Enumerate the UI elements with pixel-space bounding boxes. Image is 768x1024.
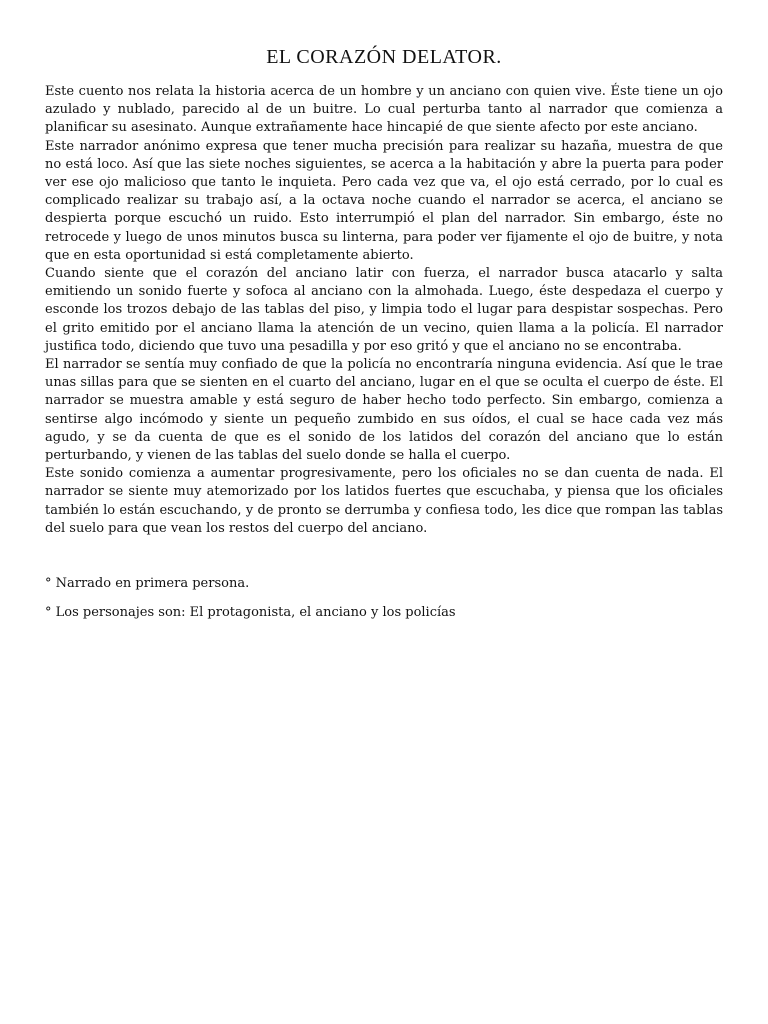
document-page bbox=[45, 46, 723, 633]
document-title: EL CORAZÓN DELATOR. bbox=[266, 46, 502, 68]
note-narrator: ° Narrado en primera persona. bbox=[45, 576, 250, 592]
paragraph-1: Este cuento nos relata la historia acerca de un hombre y un anciano con quien vive. Éste tiene un ojo azulado y nublado, parecido al de un buitre. Lo cual perturba tanto al narrador que comienza a planificar su asesinato. Aunque extrañamente hace hincapié de que siente afecto por este anciano. bbox=[45, 84, 723, 136]
document-body bbox=[45, 83, 723, 538]
notes-list bbox=[45, 575, 723, 622]
paragraph-5: Este sonido comienza a aumentar progresivamente, pero los oficiales no se dan cuenta de nada. El narrador se siente muy atemorizado por los latidos fuertes que escuchaba, y piensa que los oficiales también lo están escuchando, y de pronto se derrumba y confiesa todo, les dice que rompan las tablas del suelo para que vean los restos del cuerpo del anciano. bbox=[45, 466, 723, 536]
paragraph-3: Cuando siente que el corazón del anciano latir con fuerza, el narrador busca atacarlo y salta emitiendo un sonido fuerte y sofoca al anciano con la almohada. Luego, éste despedaza el cuerpo y esconde los trozos debajo de las tablas del piso, y limpia todo el lugar para despistar sospechas. Pero el grito emitido por el anciano llama la atención de un vecino, quien llama a la policía. El narrador justifica todo, diciendo que tuvo una pesadilla y por eso gritó y que el anciano no se encontraba. bbox=[45, 266, 723, 354]
note-characters: ° Los personajes son: El protagonista, el anciano y los policías bbox=[45, 605, 456, 621]
paragraph-4: El narrador se sentía muy confiado de que la policía no encontraría ninguna evidencia. Así que le trae unas sillas para que se sienten en el cuarto del anciano, lugar en el que se oculta el cuerpo de éste. El narrador se muestra amable y está seguro de haber hecho todo perfecto. Sin embargo, comienza a sentirse algo incómodo y siente un pequeño zumbido en sus oídos, el cual se hace cada vez más agudo, y se da cuenta de que es el sonido de los latidos del corazón del anciano que lo están perturbando, y vienen de las tablas del suelo donde se halla el cuerpo. bbox=[45, 357, 723, 464]
paragraph-2: Este narrador anónimo expresa que tener mucha precisión para realizar su hazaña, muestra de que no está loco. Así que las siete noches siguientes, se acerca a la habitación y abre la puerta para poder ver ese ojo malicioso que tanto le inquieta. Pero cada vez que va, el ojo está cerrado, por lo cual es complicado realizar su trabajo así, a la octava noche cuando el narrador se acerca, el anciano se despierta porque escuchó un ruido. Esto interrumpió el plan del narrador. Sin embargo, éste no retrocede y luego de unos minutos busca su linterna, para poder ver fijamente el ojo de buitre, y nota que en esta oportunidad si está completamente abierto. bbox=[45, 138, 723, 263]
